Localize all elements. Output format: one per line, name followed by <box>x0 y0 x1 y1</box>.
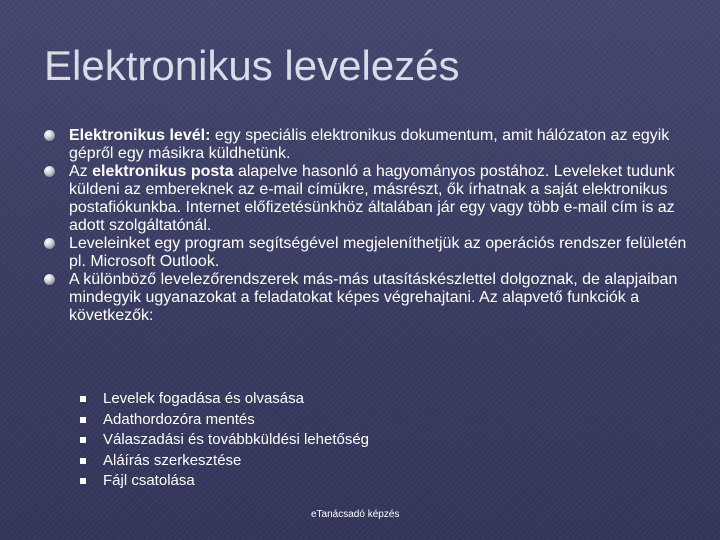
bullet-item-4 <box>44 271 694 325</box>
bullet-list <box>44 127 694 325</box>
bullet-text: alapelve hasonló a hagyományos postához. Leveleket tudunk küldeni az embereknek az e-mail címükre, másrészt, ők írhatnak a saját elektronikus postafiókunkba. Internet előfizetésünkhöz általában jár egy vagy több e-mail cím is az adott szolgáltatónál. <box>69 163 675 234</box>
bullet-text: Leveleinket egy program segítségével megjeleníthetjük az operációs rendszer felületén pl. Microsoft Outlook. <box>69 235 687 270</box>
function-list <box>80 389 369 492</box>
square-bullet-icon <box>80 437 86 443</box>
function-item-label: Adathordozóra mentés <box>103 410 255 428</box>
function-item-label: Válaszadási és továbbküldési lehetőség <box>103 431 370 448</box>
function-item <box>80 451 369 472</box>
square-bullet-icon <box>80 478 86 484</box>
function-item <box>80 410 369 431</box>
slide-footer: eTanácsadó képzés <box>311 509 400 520</box>
function-item-label: Aláírás szerkesztése <box>103 451 242 469</box>
bullet-item-1 <box>44 127 694 163</box>
bullet-dot-icon <box>44 130 55 141</box>
bullet-dot-icon <box>44 274 55 285</box>
bullet-text: egy speciális elektronikus dokumentum, amit hálózaton az egyik gépről egy másikra küldhetünk. <box>69 127 670 162</box>
bullet-dot-icon <box>44 238 55 249</box>
bullet-item-3 <box>44 235 694 271</box>
bullet-bold-text: Elektronikus levél: <box>69 127 211 144</box>
square-bullet-icon <box>80 417 86 423</box>
function-item <box>80 471 369 492</box>
bullet-dot-icon <box>44 166 55 177</box>
function-item-label: Fájl csatolása <box>103 472 195 489</box>
bullet-bold-text: elektronikus posta <box>92 163 234 180</box>
bullet-item-2 <box>44 163 694 235</box>
bullet-text-prefix: Az <box>69 163 93 180</box>
function-item <box>80 430 369 451</box>
square-bullet-icon <box>80 458 86 464</box>
function-item-label: Levelek fogadása és olvasása <box>103 390 304 407</box>
function-item <box>80 389 369 410</box>
square-bullet-icon <box>80 396 86 402</box>
slide-title: Elektronikus levelezés <box>44 42 460 89</box>
bullet-text: A különböző levelezőrendszerek más-más utasításkészlettel dolgoznak, de alapjaiban mindegyik ugyanazokat a feladatokat képes végrehajtani. Az alapvető funkciók a következők: <box>69 271 678 324</box>
